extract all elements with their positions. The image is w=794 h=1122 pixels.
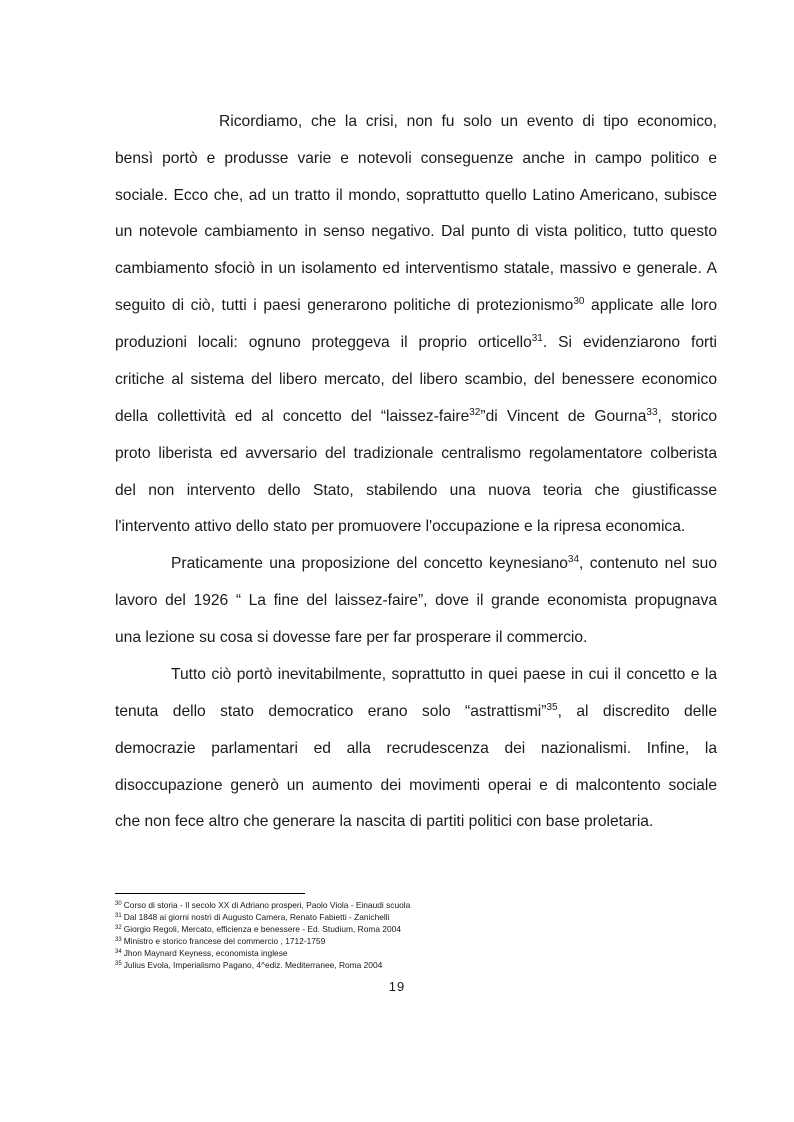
paragraph-line: bensì portò e produsse varie e notevoli conseguenze anche in campo politico e <box>115 150 717 167</box>
footnote-ref: 32 <box>469 407 481 418</box>
footnote: $^{31}$ Dal 1848 ai giorni nostri di Augusto Camera, Renato Fabietti - Zanichelli <box>115 912 390 922</box>
footnote: $^{33}$ Ministro e storico francese del commercio , 1712-1759 <box>115 936 326 946</box>
paragraph-line: Praticamente una proposizione del concetto keynesiano$^{34}$, contenuto nel suo <box>171 554 718 572</box>
footnote-ref: 31 <box>531 333 543 344</box>
footnote: $^{32}$ Giorgio Regoli, Mercato, efficienza e benessere - Ed. Studium, Roma 2004 <box>115 924 401 934</box>
paragraph-line: proto liberista ed avversario del tradizionale centralismo regolamentatore colberista <box>115 445 717 462</box>
paragraph-line: Ricordiamo, che la crisi, non fu solo un evento di tipo economico, <box>219 113 717 130</box>
paragraph-line: del non intervento dello Stato, stabilendo una nuova teoria che giustificasse <box>115 482 717 499</box>
footnote-ref: 34 <box>567 554 580 565</box>
footnote: $^{35}$ Julius Evola, Imperialismo Pagano, 4^ediz. Mediterranee, Roma 2004 <box>115 960 383 970</box>
footnote-ref: 30 <box>573 296 585 307</box>
paragraph-line: della collettività ed al concetto del “laissez-faire$^{32}$”di Vincent de Gourna$^{33}$, storico <box>115 407 717 425</box>
paragraph-line: democrazie parlamentari ed alla recrudescenza dei nazionalismi. Infine, la <box>115 740 717 757</box>
paragraph-line: critiche al sistema del libero mercato, del libero scambio, del benessere economico <box>115 371 717 388</box>
paragraph-line: disoccupazione generò un aumento dei movimenti operai e di malcontento sociale <box>115 777 717 794</box>
paragraph-line: Tutto ciò portò inevitabilmente, soprattutto in quei paese in cui il concetto e la <box>171 666 717 683</box>
footnote-ref: 33 <box>646 407 658 418</box>
paragraph-line: tenuta dello stato democratico erano solo “astrattismi”$^{35}$, al discredito delle <box>115 702 717 720</box>
footnote-ref: 35 <box>546 702 558 713</box>
paragraph-line: sociale. Ecco che, ad un tratto il mondo, soprattutto quello Latino Americano, subisce <box>115 187 717 204</box>
paragraph-line: cambiamento sfociò in un isolamento ed interventismo statale, massivo e generale. A <box>115 260 717 277</box>
paragraph-line: produzioni locali: ognuno proteggeva il proprio orticello$^{31}$. Si evidenziarono forti <box>115 333 717 351</box>
footnote: $^{34}$ Jhon Maynard Keyness, economista inglese <box>115 948 288 958</box>
paragraph-line: lavoro del 1926 “ La fine del laissez-faire”, dove il grande economista propugnava <box>115 592 717 609</box>
paragraph-line: seguito di ciò, tutti i paesi generarono politiche di protezionismo$^{30}$ applicate alle loro <box>115 296 717 314</box>
paragraph-line: una lezione su cosa si dovesse fare per far prosperare il commercio. <box>115 629 588 646</box>
footnote-separator <box>115 893 305 894</box>
footnote: $^{30}$ Corso di storia - Il secolo XX di Adriano prosperi, Paolo Viola - Einaudi scuola <box>115 900 411 910</box>
paragraph-line: che non fece altro che generare la nascita di partiti politici con base proletaria. <box>115 813 654 830</box>
paragraph-line: l'intervento attivo dello stato per promuovere l'occupazione e la ripresa economica. <box>115 518 686 535</box>
paragraph-line: un notevole cambiamento in senso negativo. Dal punto di vista politico, tutto questo <box>115 223 717 240</box>
page-number: 19 <box>388 979 406 994</box>
